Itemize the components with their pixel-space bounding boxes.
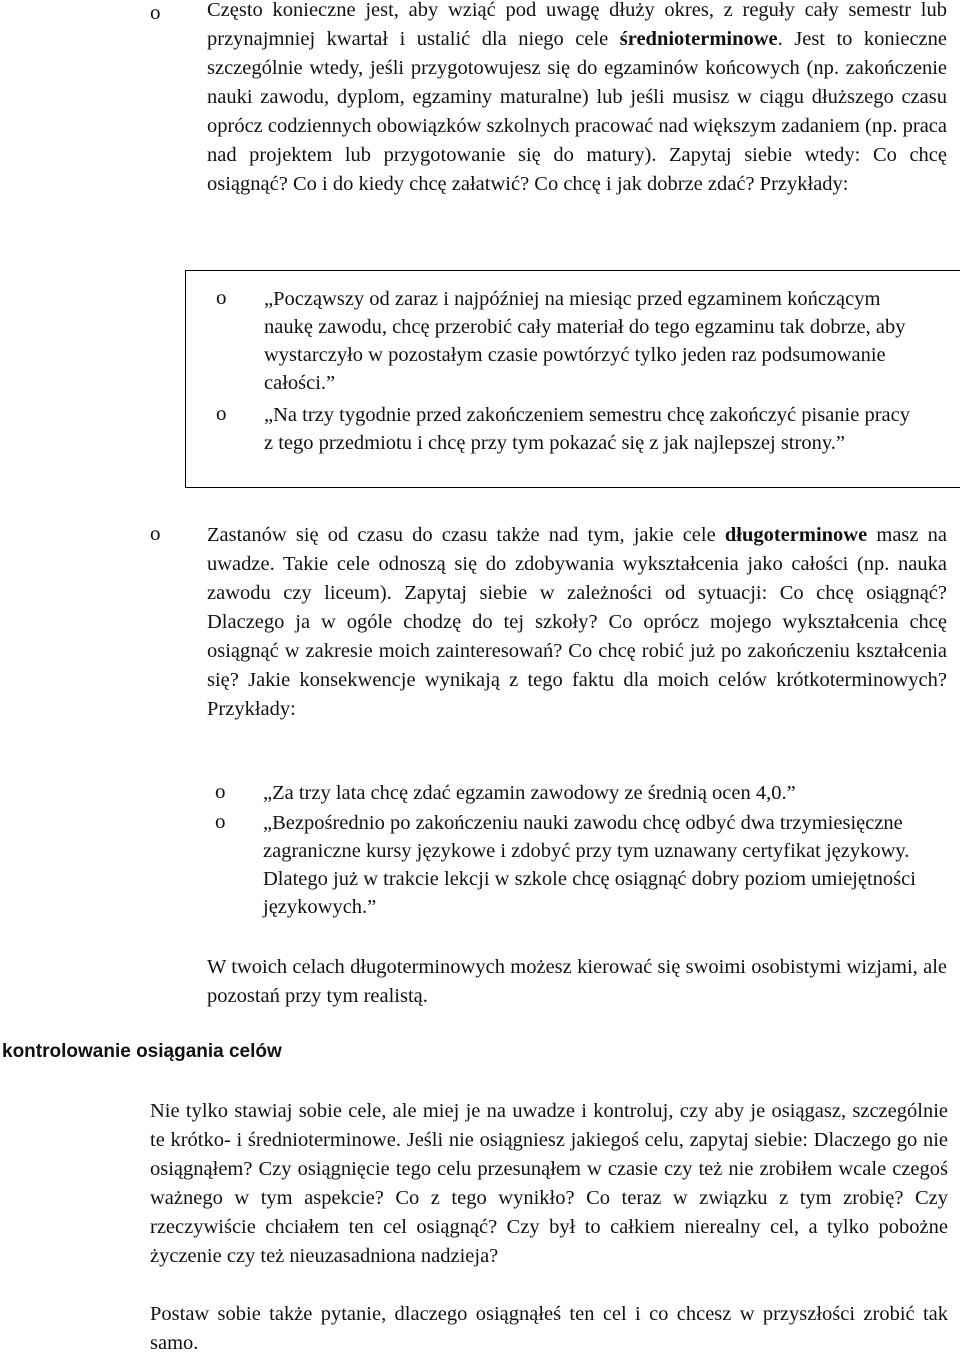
text-segment: Często konieczne jest, aby wziąć pod uwagę dłuży okres, z reguły cały semestr lub przynajmniej kwartał i ustalić dla niego cele [207, 0, 947, 50]
list-item-text [207, 521, 947, 724]
bold-term: średnioterminowe [619, 28, 778, 50]
list-bullet: o [150, 521, 161, 545]
text-segment: masz na uwadze. Takie cele odnoszą się do zdobywania wykształcenia jako całości (np. nauka zawodu czy liceum). Zapytaj siebie w zależności od sytuacji: Co chcę osiągnąć? Dlaczego ja w ogóle chodzę do tej szkoły? Co oprócz mojego wykształcenia chcę osiągnąć w zakresie moich zainteresowań? Co chcę robić już po zakończeniu kształcenia się? Jakie konsekwencje wynikają z tego faktu dla moich celów krótkoterminowych? Przykłady: [207, 524, 947, 720]
example-text: „Począwszy od zaraz i najpóźniej na miesiąc przed egzaminem kończącym naukę zawodu, chcę przerobić cały materiał do tego egzaminu tak dobrze, aby wystarczyło w pozostałym czasie powtórzyć tylko jeden raz podsumowanie całości.” [264, 288, 906, 394]
paragraph: Nie tylko stawiaj sobie cele, ale miej je na uwadze i kontroluj, czy aby je osiągasz, szczególnie te krótko- i średnioterminowe. Jeśli nie osiągniesz jakiegoś celu, zapytaj siebie: Dlaczego go nie osiągnąłem? Czy osiągnięcie tego celu przesunąłem w czasie czy też nie zrobiłem wcale czegoś ważnego w tym aspekcie? Co z tego wynikło? Co teraz w związku z tym zrobię? Czy rzeczywiście chciałem ten cel osiągnąć? Czy był to całkiem nierealny cel, a tylko pobożne życzenie czy też nieuzasadniona nadzieja? [150, 1100, 948, 1267]
list-bullet: o [215, 779, 226, 803]
text-segment: Zastanów się od czasu do czasu także nad tym, jakie cele [207, 524, 725, 546]
list-bullet: o [150, 0, 161, 24]
note-text: W twoich celach długoterminowych możesz kierować się swoimi osobistymi wizjami, ale pozostań przy tym realistą. [207, 956, 947, 1007]
paragraph: Postaw sobie także pytanie, dlaczego osiągnąłeś ten cel i co chcesz w przyszłości zrobić tak samo. [150, 1303, 948, 1354]
example-text: „Na trzy tygodnie przed zakończeniem semestru chcę zakończyć pisanie pracy z tego przedmiotu i chcę przy tym pokazać się z jak najlepszej strony.” [264, 404, 911, 454]
list-item-text [207, 0, 947, 199]
examples-box [185, 777, 960, 927]
list-bullet: o [215, 809, 226, 833]
example-text: „Bezpośrednio po zakończeniu nauki zawodu chcę odbyć dwa trzymiesięczne zagraniczne kursy językowe i zdobyć przy tym uznawany certyfikat językowy. Dlatego już w trakcie lekcji w szkole chcę osiągnąć dobry poziom umiejętności językowych.” [263, 812, 916, 918]
list-bullet: o [216, 401, 227, 425]
example-text: „Za trzy lata chcę zdać egzamin zawodowy ze średnią ocen 4,0.” [263, 782, 796, 804]
section-heading: kontrolowanie osiągania celów [2, 1041, 282, 1062]
bold-term: długoterminowe [724, 524, 868, 546]
text-segment: . Jest to konieczne szczególnie wtedy, jeśli przygotowujesz się do egzaminów końcowych (np. zakończenie nauki zawodu, dyplom, egzaminy maturalne) lub jeśli musisz w ciągu dłuższego czasu oprócz codziennych obowiązków szkolnych pracować nad większym zadaniem (np. praca nad projektem lub przygotowanie się do matury). Zapytaj siebie wtedy: Co chcę osiągnąć? Co i do kiedy chcę załatwić? Co chcę i jak dobrze zdać? Przykłady: [207, 28, 947, 195]
list-bullet: o [216, 285, 227, 309]
examples-box [185, 270, 960, 488]
